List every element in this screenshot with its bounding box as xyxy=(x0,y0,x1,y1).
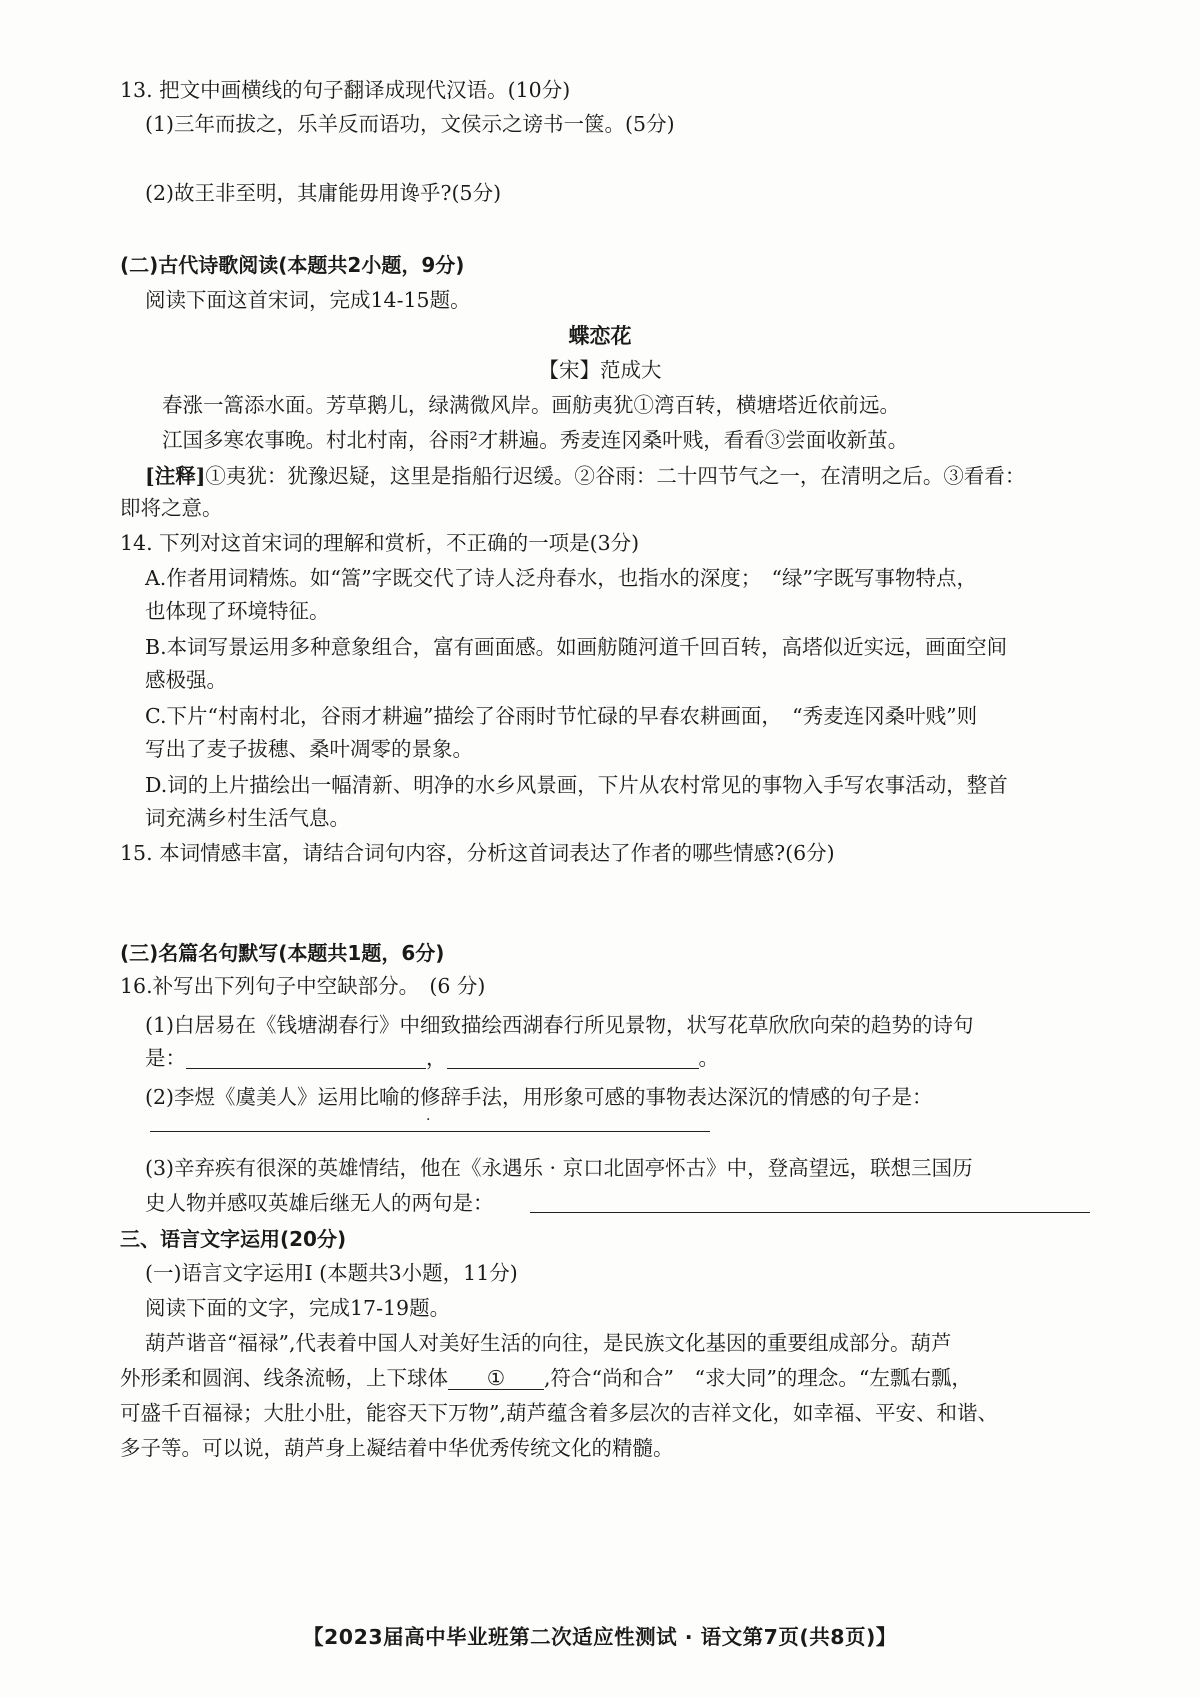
language-intro: 阅读下面的文字，完成17-19题。 xyxy=(145,1296,451,1320)
q16-s1-line2 xyxy=(145,1040,1100,1076)
notes-label: [注释] xyxy=(145,464,206,488)
q14-option-a-line2: 也体现了环境特征。 xyxy=(145,599,330,623)
q16-s1-prefix: 是： xyxy=(145,1046,186,1070)
passage-line-3: 可盛千百福禄；大肚小肚，能容天下万物”,葫芦蕴含着多层次的吉祥文化，如幸福、平安、和谐、 xyxy=(120,1401,998,1425)
q16-s2-dot: . xyxy=(426,1108,431,1124)
poetry-intro: 阅读下面这首宋词，完成14-15题。 xyxy=(145,288,471,312)
page-footer: 【2023届高中毕业班第二次适应性测试 · 语文第7页(共8页)】 xyxy=(303,1625,897,1649)
q15-title: 15. 本词情感丰富，请结合词句内容，分析这首词表达了作者的哪些情感?(6分) xyxy=(120,841,835,865)
q16-answer-blank-2[interactable] xyxy=(447,1044,699,1069)
q14-option-d-line1: D.词的上片描绘出一幅清新、明净的水乡风景画，下片从农村常见的事物入手写农事活动，整首 xyxy=(145,773,1008,797)
q14-option-b-line1: B.本词写景运用多种意象组合，富有画面感。如画舫随河道千回百转，高塔似近实远，画面空间 xyxy=(145,635,1008,659)
passage-line-4: 多子等。可以说，葫芦身上凝结着中华优秀传统文化的精髓。 xyxy=(120,1436,674,1460)
poem-notes xyxy=(145,458,1100,494)
poem-line-2: 江国多寒农事晚。村北村南，谷雨²才耕遍。秀麦连冈桑叶贱，看看③尝面收新茧。 xyxy=(162,428,909,452)
q16-answer-blank-3[interactable] xyxy=(150,1131,710,1132)
notes-text-1: ①夷犹：犹豫迟疑，这里是指船行迟缓。②谷雨：二十四节气之一，在清明之后。③看看： xyxy=(205,464,1026,488)
passage-line-2 xyxy=(120,1360,1100,1396)
q16-title: 16.补写出下列句子中空缺部分。 (6 分) xyxy=(120,974,486,998)
q16-answer-blank-4[interactable] xyxy=(530,1212,1090,1213)
passage-line-2-suffix: ,符合“尚和合” “求大同”的理念。“左瓢右瓢， xyxy=(544,1366,972,1390)
passage-line-1: 葫芦谐音“福禄”,代表着中国人对美好生活的向往，是民族文化基因的重要组成部分。葫芦 xyxy=(145,1331,952,1355)
section-recite-heading: (三)名篇名句默写(本题共1题，6分) xyxy=(120,941,445,965)
q16-s2-line1: (2)李煜《虞美人》运用比喻的修辞手法，用形象可感的事物表达深沉的情感的句子是： xyxy=(145,1085,933,1109)
q14-option-d-line2: 词充满乡村生活气息。 xyxy=(145,806,350,830)
poem-author: 【宋】范成大 xyxy=(538,358,662,382)
q16-s3-line1: (3)辛弃疾有很深的英雄情结，他在《永遇乐 · 京口北固亭怀古》中，登高望远，联想三国历 xyxy=(145,1156,973,1180)
q14-title: 14. 下列对这首宋词的理解和赏析，不正确的一项是(3分) xyxy=(120,531,640,555)
language-sub-heading: (一)语言文字运用Ⅰ (本题共3小题，11分) xyxy=(145,1261,518,1285)
q16-s3-line2: 史人物并感叹英雄后继无人的两句是： xyxy=(145,1191,494,1215)
section-language-heading: 三、语言文字运用(20分) xyxy=(120,1227,347,1251)
q14-option-a-line1: A.作者用词精炼。如“篙”字既交代了诗人泛舟春水，也指水的深度； “绿”字既写事物特点， xyxy=(145,566,977,590)
poem-line-1: 春涨一篙添水面。芳草鹅儿，绿满微风岸。画舫夷犹①湾百转，横塘塔近依前远。 xyxy=(162,393,900,417)
q13-sub1: (1)三年而拔之，乐羊反而语功，文侯示之谤书一箧。(5分) xyxy=(145,112,675,136)
q16-answer-blank-1[interactable] xyxy=(186,1044,426,1069)
q16-s1-line1: (1)白居易在《钱塘湖春行》中细致描绘西湖春行所见景物，状写花草欣欣向荣的趋势的诗句 xyxy=(145,1013,974,1037)
poem-title: 蝶恋花 xyxy=(568,324,632,348)
section-poetry-heading: (二)古代诗歌阅读(本题共2小题，9分) xyxy=(120,253,465,277)
q13-sub2: (2)故王非至明，其庸能毋用谗乎?(5分) xyxy=(145,181,502,205)
q14-option-c-line1: C.下片“村南村北，谷雨才耕遍”描绘了谷雨时节忙碌的早春农耕画面， “秀麦连冈桑叶贱”则 xyxy=(145,704,978,728)
notes-text-2: 即将之意。 xyxy=(120,496,223,520)
passage-line-2-prefix: 外形柔和圆润、线条流畅，上下球体 xyxy=(120,1366,448,1390)
q16-s1-end: 。 xyxy=(698,1046,719,1070)
q13-title: 13. 把文中画横线的句子翻译成现代汉语。(10分) xyxy=(120,78,571,102)
q14-option-b-line2: 感极强。 xyxy=(145,668,227,692)
q14-option-c-line2: 写出了麦子拔穗、桑叶凋零的景象。 xyxy=(145,737,473,761)
q16-s1-comma: ， xyxy=(426,1046,447,1070)
passage-blank-1[interactable]: ① xyxy=(448,1367,544,1390)
